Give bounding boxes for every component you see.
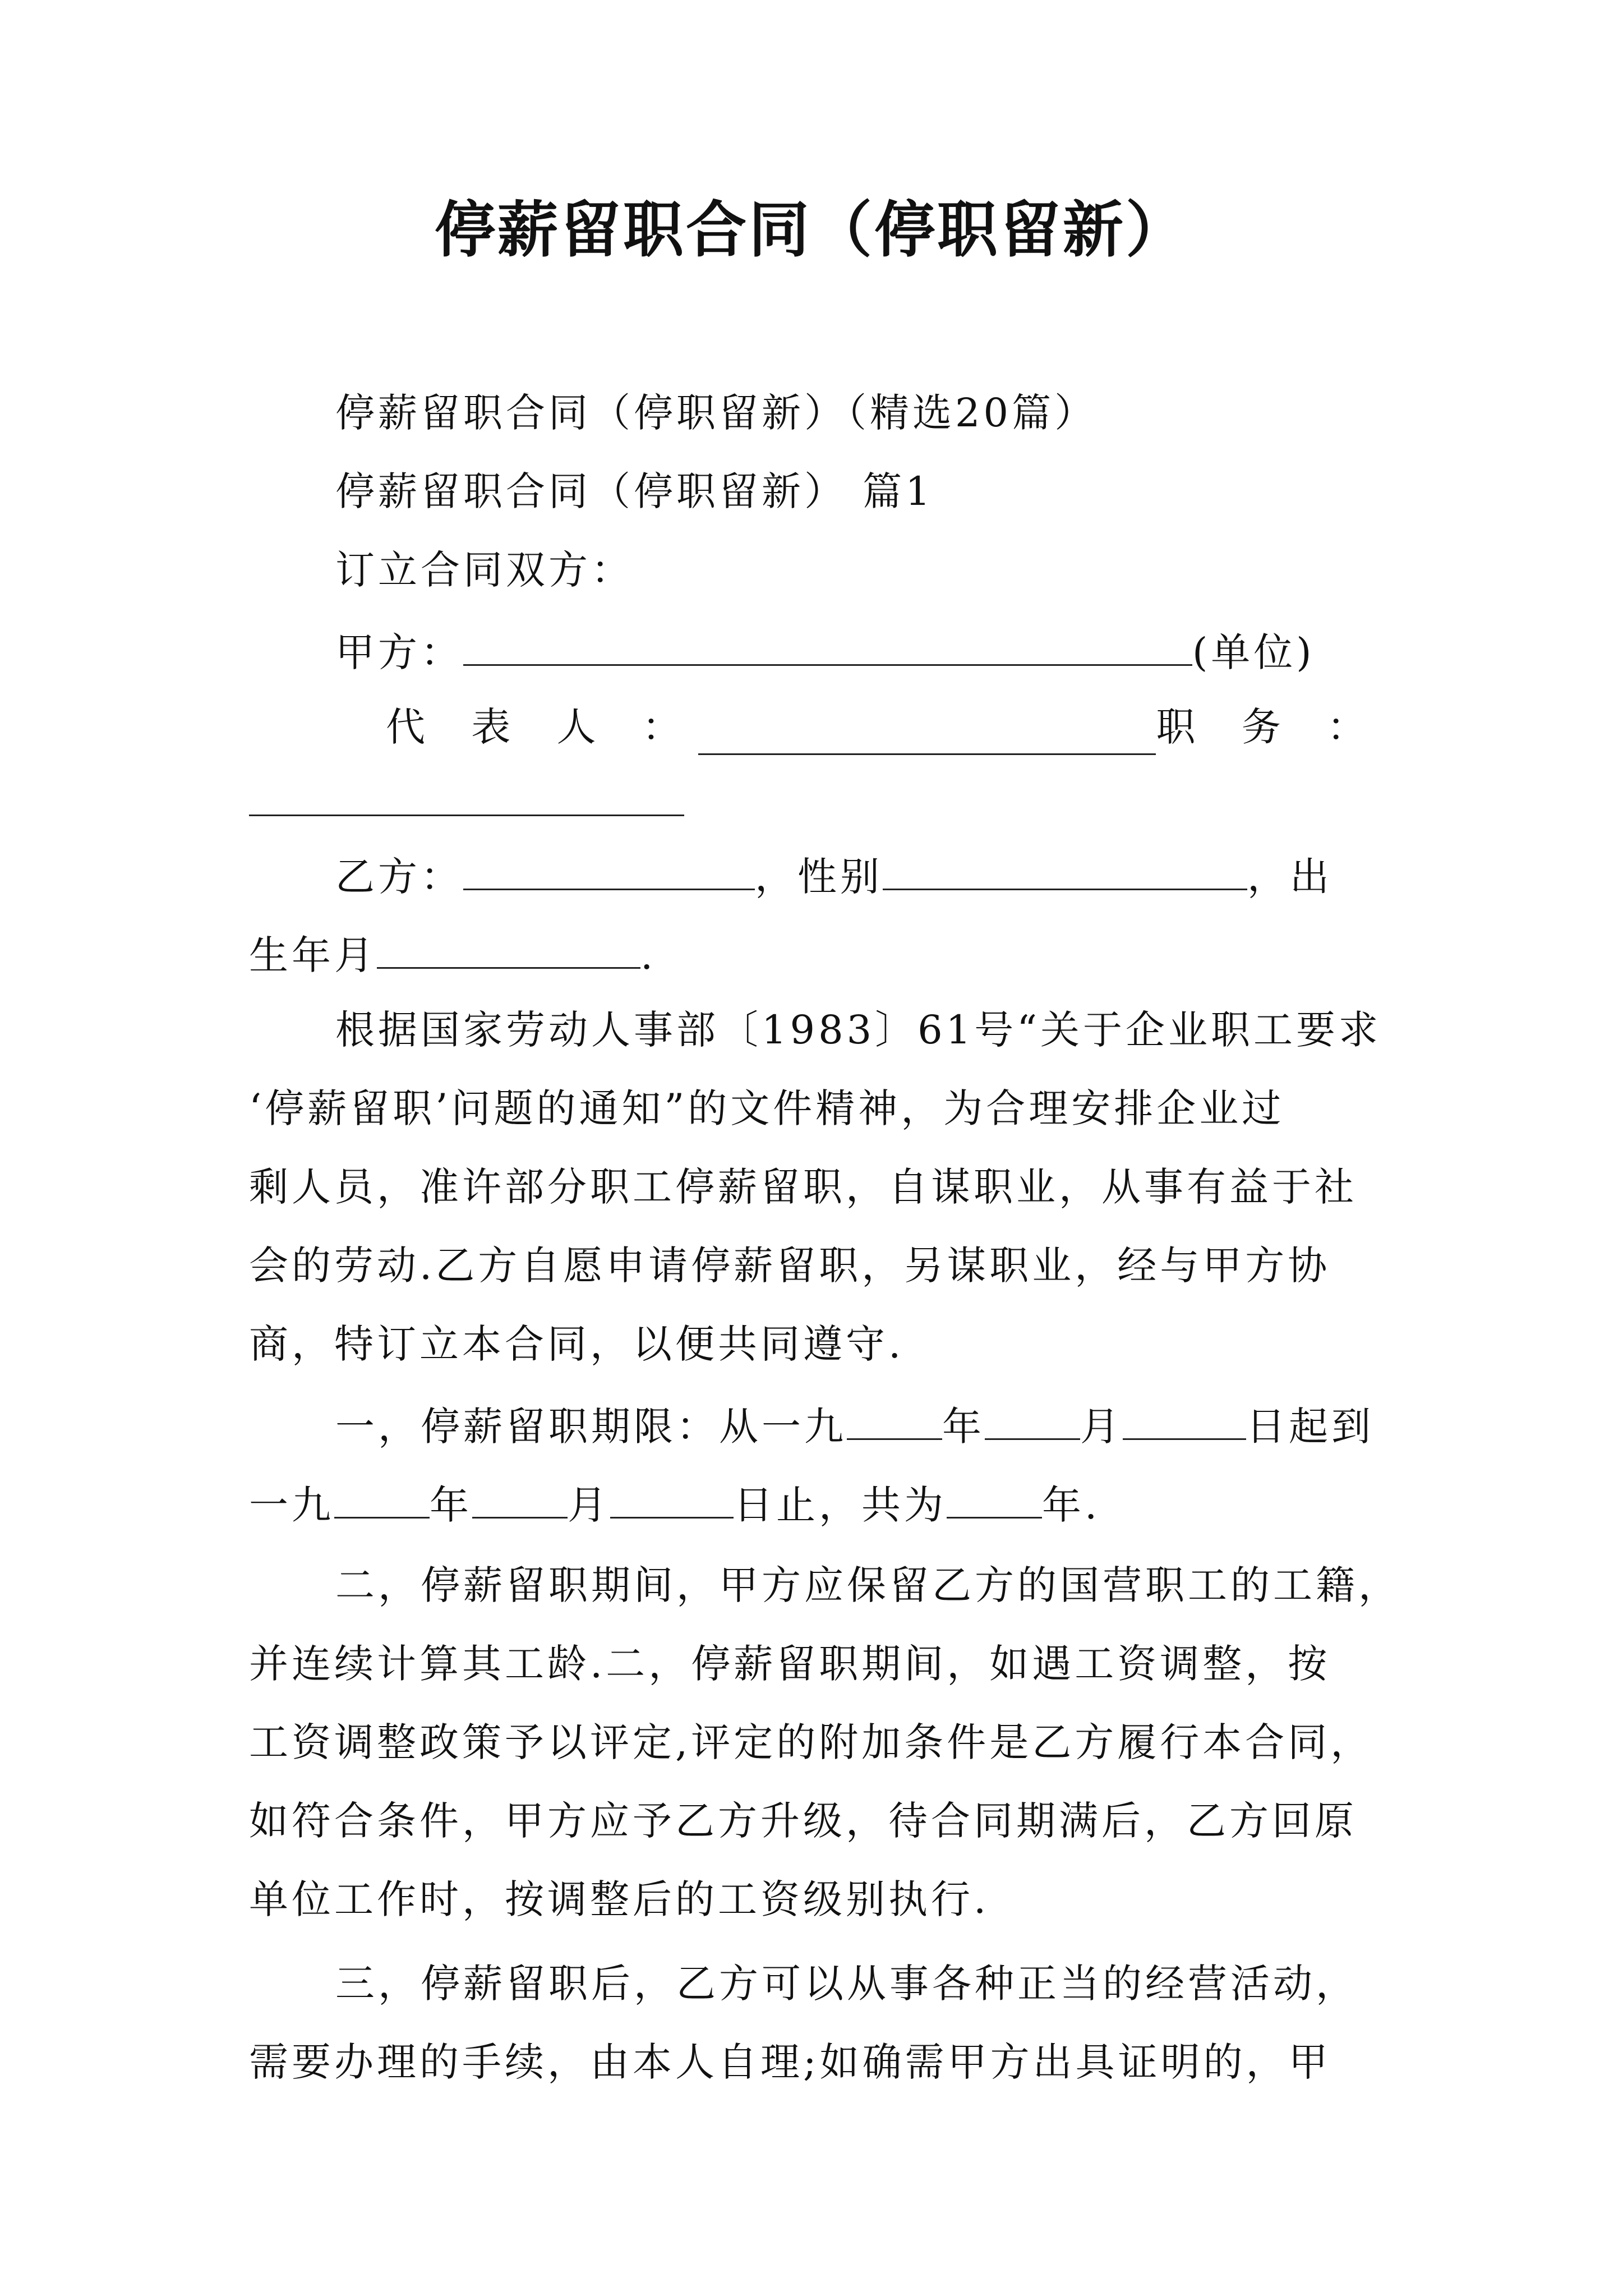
party-a-line — [335, 620, 1315, 680]
party-b-line — [335, 845, 1332, 905]
clause2-line: 二，停薪留职期间，甲方应保留乙方的国营职工的工籍， — [335, 1562, 1401, 1608]
representative-label: 代 表 人 ： — [386, 704, 698, 750]
preamble-line: 剩人员，准许部分职工停薪留职，自谋职业，从事有益于社 — [249, 1164, 1357, 1210]
preamble-line: ‘停薪留职’问题的通知”的文件精神，为合理安排企业过 — [249, 1085, 1285, 1131]
start-end-label: 日起到 — [1246, 1404, 1374, 1450]
year-label: 年 — [942, 1404, 985, 1450]
clause1-line1 — [335, 1395, 1374, 1455]
clause2-line: 工资调整政策予以评定,评定的附加条件是乙方履行本合同， — [249, 1719, 1373, 1765]
start-month-blank[interactable] — [985, 1395, 1080, 1440]
party-a-blank[interactable] — [463, 620, 1192, 666]
year-label: 年 — [430, 1482, 472, 1528]
document-title: 停薪留职合同（停职留新） — [434, 195, 1188, 265]
clause2-line: 并连续计算其工龄.二，停薪留职期间，如遇工资调整，按 — [249, 1641, 1331, 1687]
clause3-line: 三，停薪留职后，乙方可以从事各种正当的经营活动， — [335, 1961, 1358, 2007]
clause1-text: 一九 — [249, 1482, 334, 1528]
total-label: 日止，共为 — [734, 1482, 947, 1528]
end-month-blank[interactable] — [472, 1473, 568, 1519]
clause3-line: 需要办理的手续，由本人自理;如确需甲方出具证明的，甲 — [249, 2039, 1331, 2085]
clause2-line: 单位工作时，按调整后的工资级别执行. — [249, 1876, 990, 1922]
clause1-line2 — [249, 1473, 1100, 1533]
part-subtitle: 停薪留职合同（停职留新） 篇1 — [335, 468, 934, 514]
start-year-blank[interactable] — [847, 1395, 942, 1440]
birth-line — [249, 923, 656, 983]
birth-blank[interactable] — [377, 923, 640, 969]
end-day-blank[interactable] — [610, 1473, 734, 1519]
party-a-suffix: (单位) — [1192, 629, 1315, 675]
total-years-blank[interactable] — [947, 1473, 1042, 1519]
representative-line — [335, 699, 1383, 755]
end-year-blank[interactable] — [334, 1473, 430, 1519]
position-label: 职 务 ： — [1156, 704, 1383, 750]
preamble-line: 会的劳动.乙方自愿申请停薪留职，另谋职业，经与甲方协 — [249, 1243, 1331, 1289]
representative-blank[interactable] — [698, 710, 1156, 755]
party-b-name-blank[interactable] — [463, 845, 755, 890]
birth-sep: ，出 — [1247, 854, 1332, 900]
month-label: 月 — [1080, 1404, 1123, 1450]
clause1-text: 一，停薪留职期限：从一九 — [335, 1404, 847, 1450]
birth-label: 生年月 — [249, 932, 377, 978]
birth-end: . — [640, 932, 657, 978]
party-b-label: 乙方： — [335, 854, 463, 900]
start-day-blank[interactable] — [1123, 1395, 1246, 1440]
preamble-line: 商，特订立本合同，以便共同遵守. — [249, 1321, 905, 1367]
month-label: 月 — [568, 1482, 610, 1528]
preamble-line: 根据国家劳动人事部〔1983〕61号“关于企业职工要求 — [335, 1007, 1382, 1053]
gender-blank[interactable] — [883, 845, 1247, 890]
position-blank[interactable] — [249, 815, 684, 816]
collection-subtitle: 停薪留职合同（停职留新）（精选20篇） — [335, 390, 1098, 436]
year-end-label: 年. — [1042, 1482, 1101, 1528]
party-a-label: 甲方： — [335, 629, 463, 675]
gender-label: ，性别 — [755, 854, 883, 900]
clause2-line: 如符合条件，甲方应予乙方升级，待合同期满后，乙方回原 — [249, 1798, 1357, 1844]
parties-heading: 订立合同双方： — [335, 547, 634, 593]
